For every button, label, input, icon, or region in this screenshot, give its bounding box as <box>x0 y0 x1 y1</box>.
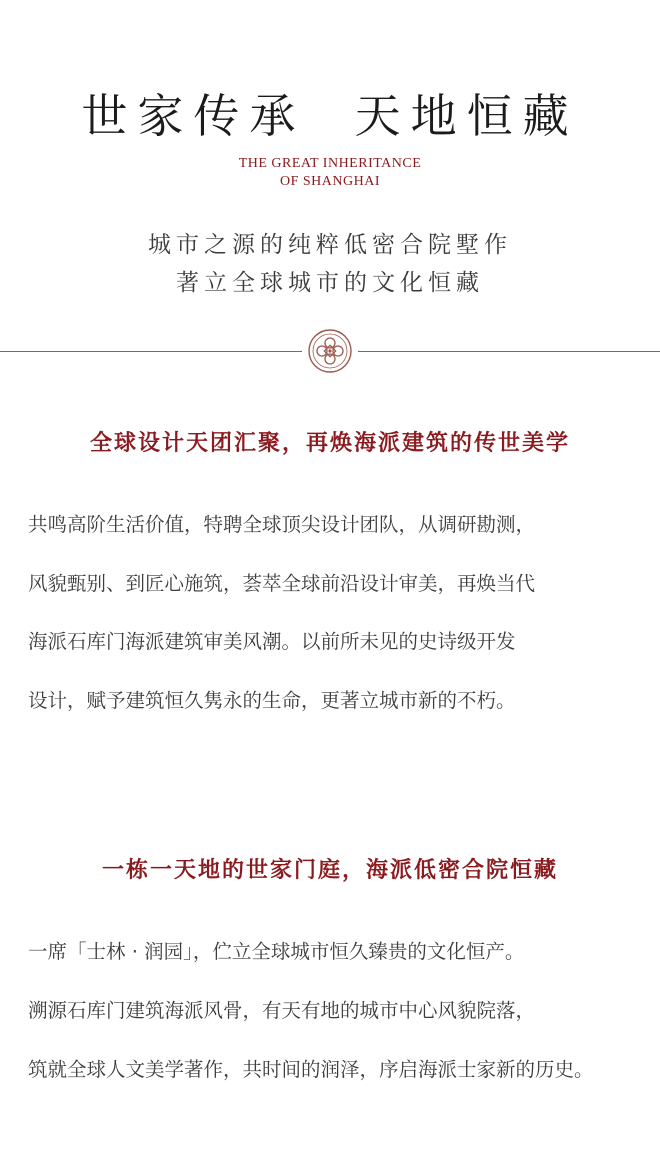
english-subtitle-line-1: THE GREAT INHERITANCE <box>238 156 422 171</box>
divider-line-left <box>0 351 302 352</box>
section-2-heading: 一栋一天地的世家门庭，海派低密合院恒藏 <box>101 858 558 883</box>
section-2-line-2: 溯源石库门建筑海派风骨，有天有地的城市中心风貌院落， <box>28 999 536 1022</box>
ornamental-divider <box>0 328 660 374</box>
divider-line-right <box>358 351 660 352</box>
section-2-line-3: 筑就全球人文美学著作，共时间的润泽，序启海派士家新的历史。 <box>28 1058 594 1081</box>
section-1-heading: 全球设计天团汇聚，再焕海派建筑的传世美学 <box>89 431 570 456</box>
section-2-line-1: 一席「士林 · 润园」，伫立全球城市恒久臻贵的文化恒产。 <box>28 940 525 963</box>
tagline-line-2: 著立全球城市的文化恒藏 <box>176 270 484 296</box>
page-title: 世家传承 天地恒藏 <box>81 89 579 143</box>
section-1-line-4: 设计，赋予建筑恒久隽永的生命，更著立城市新的不朽。 <box>28 689 516 712</box>
english-subtitle <box>0 155 660 191</box>
section-1-line-1: 共鸣高阶生活价值，特聘全球顶尖设计团队，从调研勘测， <box>28 513 536 536</box>
english-subtitle-line-2: OF SHANGHAI <box>279 174 380 189</box>
tagline-line-1: 城市之源的纯粹低密合院墅作 <box>148 232 512 258</box>
lattice-emblem-icon <box>307 328 353 374</box>
section-1-line-3: 海派石库门海派建筑审美风潮。以前所未见的史诗级开发 <box>28 630 516 653</box>
section-1-line-2: 风貌甄别、到匠心施筑，荟萃全球前沿设计审美，再焕当代 <box>28 572 536 595</box>
